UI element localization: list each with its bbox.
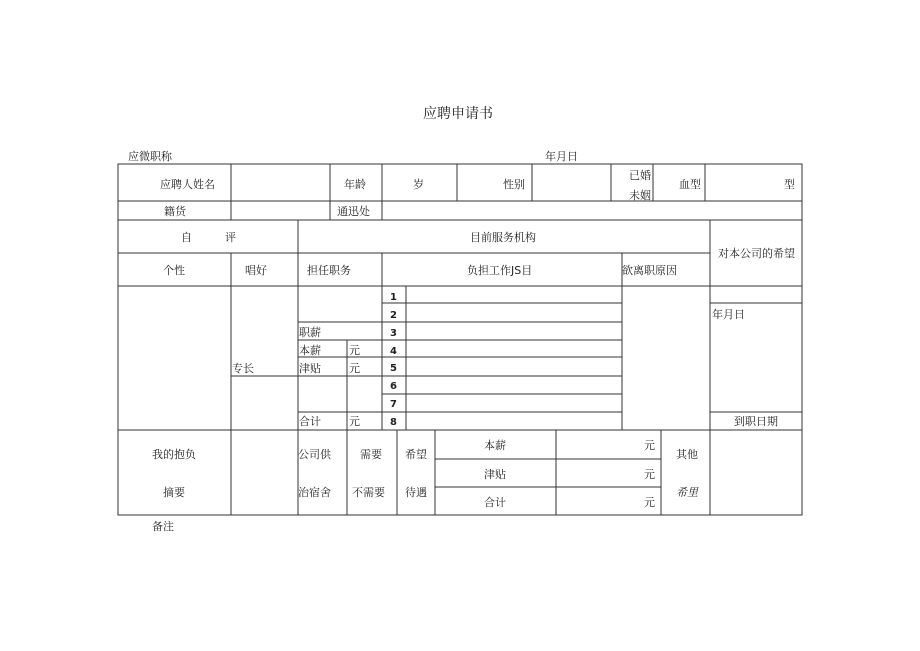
job-row-number: 1 bbox=[390, 292, 397, 303]
expected-allowance-label: 津贴 bbox=[484, 468, 506, 481]
married-option: 已婚 bbox=[629, 169, 651, 182]
job-salary-label: 职薪 bbox=[299, 326, 321, 339]
expected-base-label: 本薪 bbox=[484, 439, 506, 452]
job-row-number: 7 bbox=[390, 399, 397, 410]
company-provides-label: 公司供 bbox=[298, 448, 331, 461]
yuan-unit: 元 bbox=[644, 439, 655, 452]
age-label: 年龄 bbox=[344, 178, 366, 191]
hope-treatment-label: 希望 bbox=[405, 448, 427, 461]
date-label: 年月日 bbox=[545, 150, 578, 163]
yuan-unit: 元 bbox=[644, 468, 655, 481]
native-label: 籍货 bbox=[164, 205, 186, 218]
ambition-label: 我的抱负 bbox=[152, 448, 196, 461]
role-label: 担任职务 bbox=[307, 264, 351, 277]
name-label: 应聘人姓名 bbox=[160, 178, 215, 191]
base-salary-label: 本薪 bbox=[299, 344, 321, 357]
hobby-label: 唱好 bbox=[245, 264, 267, 277]
unmarried-option: 未姻 bbox=[629, 189, 651, 202]
other-label: 其他 bbox=[676, 448, 698, 461]
current-org-label: 目前服务机构 bbox=[470, 231, 536, 244]
summary-label: 摘要 bbox=[163, 486, 185, 499]
job-row-number: 6 bbox=[390, 381, 397, 392]
job-row-number: 5 bbox=[390, 363, 397, 374]
hope-date-label: 年月日 bbox=[712, 308, 745, 321]
start-date-label: 到职日期 bbox=[734, 415, 778, 428]
need-option: 需要 bbox=[360, 448, 382, 461]
yuan-unit: 元 bbox=[349, 362, 360, 375]
job-row-number: 4 bbox=[390, 346, 397, 357]
treatment-label: 待遇 bbox=[405, 486, 427, 499]
age-unit: 岁 bbox=[413, 178, 424, 191]
no-need-option: 不需要 bbox=[352, 486, 385, 499]
position-label: 应微职称 bbox=[128, 150, 172, 163]
allowance-label: 津贴 bbox=[299, 362, 321, 375]
expected-total-label: 合计 bbox=[484, 496, 506, 509]
job-row-number: 8 bbox=[390, 417, 397, 428]
self-eval-label: 自 bbox=[181, 231, 192, 244]
dorm-label: 治宿舍 bbox=[298, 486, 331, 499]
blood-unit: 型 bbox=[784, 178, 795, 191]
other-hope-label: 希里 bbox=[676, 486, 698, 499]
job-row-number: 2 bbox=[390, 310, 397, 321]
blood-label: 血型 bbox=[679, 178, 701, 191]
remark-label: 备注 bbox=[152, 520, 174, 533]
total-label: 合计 bbox=[299, 415, 321, 428]
yuan-unit: 元 bbox=[644, 496, 655, 509]
address-label: 通迅处 bbox=[337, 205, 370, 218]
job-row-number: 3 bbox=[390, 328, 397, 339]
leave-reason-label: 欲离职原因 bbox=[622, 264, 677, 277]
gender-label: 性别 bbox=[503, 178, 525, 191]
specialty-label: 专长 bbox=[232, 362, 254, 375]
hope-label: 对本公司的希望 bbox=[718, 247, 795, 260]
yuan-unit: 元 bbox=[349, 344, 360, 357]
personality-label: 个性 bbox=[163, 264, 185, 277]
self-eval-label-2: 评 bbox=[225, 231, 236, 244]
yuan-unit: 元 bbox=[349, 415, 360, 428]
page-title: 应聘申请书 bbox=[423, 106, 493, 122]
work-label: 负担工作JS目 bbox=[467, 264, 533, 277]
